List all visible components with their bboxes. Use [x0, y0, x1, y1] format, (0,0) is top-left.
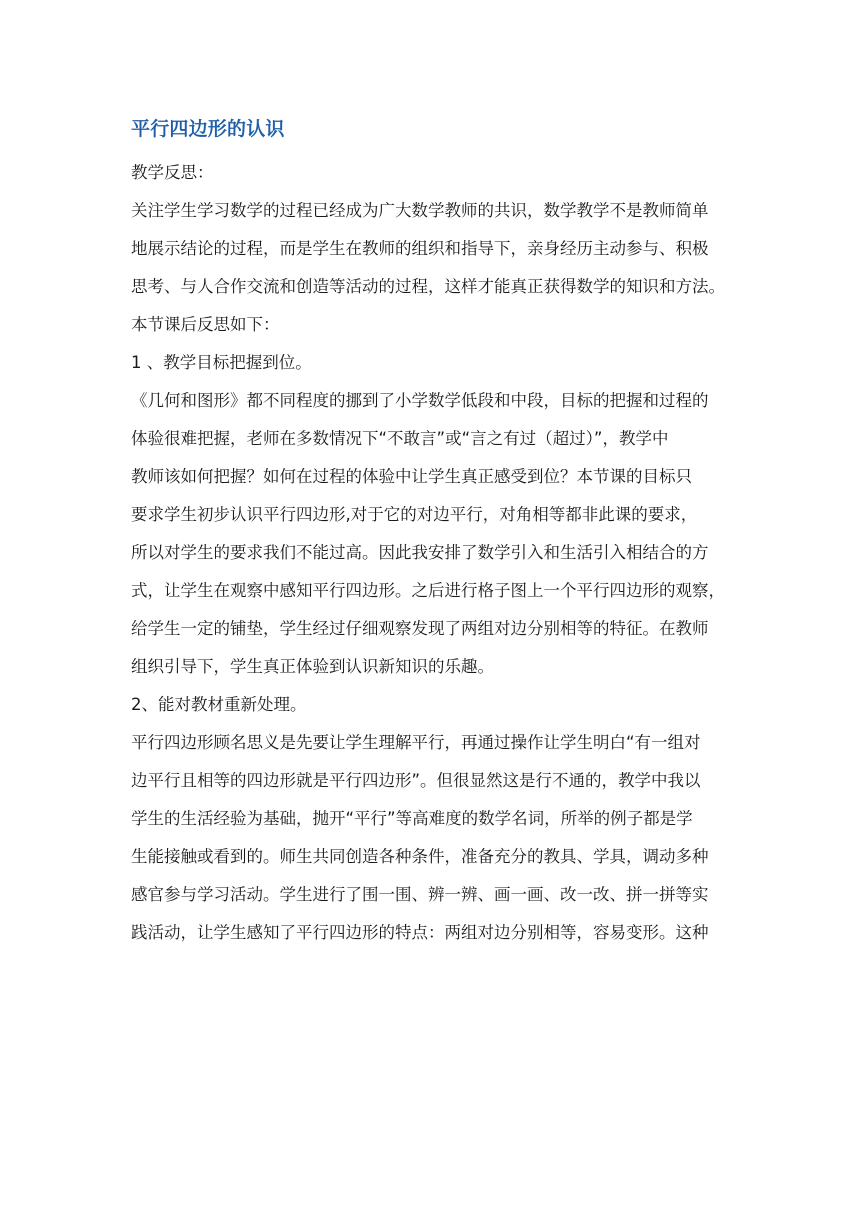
title-spacer: [131, 146, 741, 154]
text-line: 给学生一定的铺垫，学生经过仔细观察发现了两组对边分别相等的特征。在教师: [131, 619, 709, 638]
text-line: 教学反思：: [131, 163, 214, 182]
text-line: 关注学生学习数学的过程已经成为广大数学教师的共识，数学教学不是教师简单: [131, 201, 709, 220]
text-line: 平行四边形顾名思义是先要让学生理解平行，再通过操作让学生明白“有一组对: [131, 733, 701, 752]
text-line: 2、能对教材重新处理。: [131, 695, 307, 714]
text-line: 要求学生初步认识平行四边形,对于它的对边平行，对角相等都非此课的要求，: [131, 505, 698, 524]
text-line: 思考、与人合作交流和创造等活动的过程，这样才能真正获得数学的知识和方法。: [131, 277, 725, 296]
document-title: 平行四边形的认识: [131, 118, 285, 140]
text-line: 教师该如何把握？如何在过程的体验中让学生真正感受到位？本节课的目标只: [131, 467, 692, 486]
text-line: 学生的生活经验为基础，抛开“平行”等高难度的数学名词，所举的例子都是学: [131, 809, 693, 828]
document-body: [131, 112, 741, 952]
text-line: 地展示结论的过程，而是学生在教师的组织和指导下，亲身经历主动参与、积极: [131, 239, 709, 258]
text-line: 《几何和图形》都不同程度的挪到了小学数学低段和中段，目标的把握和过程的: [131, 391, 709, 410]
text-line: 生能接触或看到的。师生共同创造各种条件，准备充分的教具、学具，调动多种: [131, 847, 709, 866]
document-text: [131, 154, 741, 952]
text-line: 感官参与学习活动。学生进行了围一围、辨一辨、画一画、改一改、拼一拼等实: [131, 885, 709, 904]
text-line: 践活动，让学生感知了平行四边形的特点：两组对边分别相等，容易变形。这种: [131, 923, 709, 942]
text-line: 所以对学生的要求我们不能过高。因此我安排了数学引入和生活引入相结合的方: [131, 543, 709, 562]
text-line: 组织引导下，学生真正体验到认识新知识的乐趣。: [131, 657, 494, 676]
text-line: 1 、教学目标把握到位。: [131, 353, 312, 372]
text-line: 本节课后反思如下：: [131, 315, 280, 334]
text-line: 体验很难把握，老师在多数情况下“不敢言”或“言之有过（超过）”，教学中: [131, 429, 669, 448]
text-line: 式，让学生在观察中感知平行四边形。之后进行格子图上一个平行四边形的观察，: [131, 581, 725, 600]
text-line: 边平行且相等的四边形就是平行四边形”。但很显然这是行不通的，教学中我以: [131, 771, 701, 790]
